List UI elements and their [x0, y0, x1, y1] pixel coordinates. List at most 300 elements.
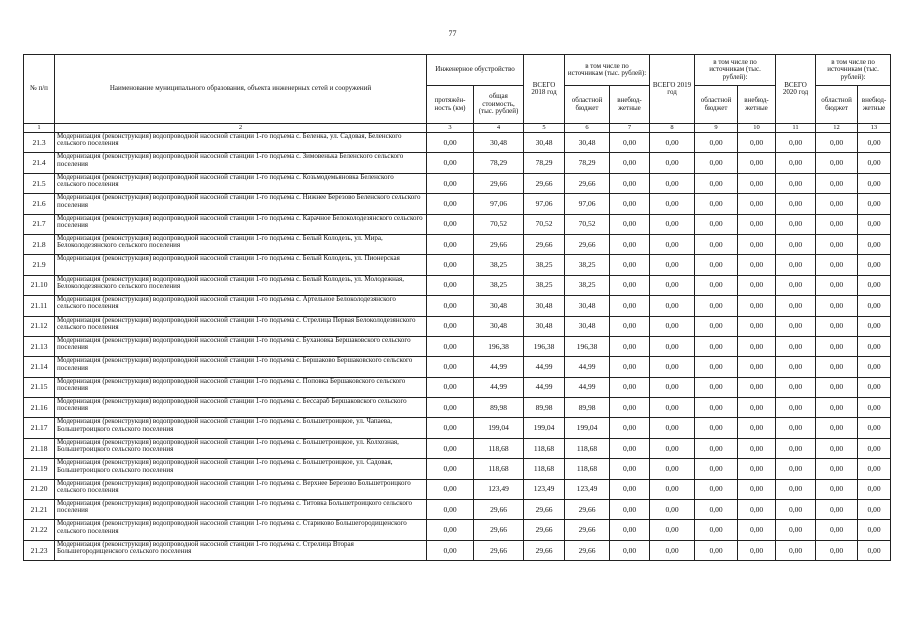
value-cell: 123,49 [565, 479, 610, 499]
header-sources-2019: в том числе по источникам (тыс. рублей): [695, 55, 776, 86]
column-number: 7 [610, 124, 650, 133]
value-cell: 0,00 [695, 377, 738, 397]
column-number: 13 [858, 124, 891, 133]
value-cell: 0,00 [650, 255, 695, 275]
value-cell: 44,99 [565, 357, 610, 377]
value-cell: 0,00 [610, 418, 650, 438]
value-cell: 196,38 [524, 336, 565, 356]
value-cell: 0,00 [427, 479, 474, 499]
value-cell: 0,00 [816, 194, 858, 214]
row-number: 21.19 [24, 459, 55, 479]
value-cell: 0,00 [650, 296, 695, 316]
value-cell: 29,66 [524, 540, 565, 560]
value-cell: 30,48 [565, 316, 610, 336]
value-cell: 29,66 [524, 173, 565, 193]
value-cell: 0,00 [695, 336, 738, 356]
value-cell: 78,29 [565, 153, 610, 173]
value-cell: 0,00 [610, 357, 650, 377]
header-infra: Инженерное обустройство [427, 55, 524, 86]
value-cell: 0,00 [650, 234, 695, 254]
column-number: 5 [524, 124, 565, 133]
column-number: 2 [55, 124, 427, 133]
value-cell: 0,00 [650, 479, 695, 499]
value-cell: 0,00 [610, 459, 650, 479]
value-cell: 0,00 [427, 438, 474, 458]
value-cell: 0,00 [858, 418, 891, 438]
table-row [24, 153, 891, 173]
value-cell: 0,00 [427, 296, 474, 316]
value-cell: 0,00 [610, 316, 650, 336]
value-cell: 0,00 [776, 296, 816, 316]
row-number: 21.10 [24, 275, 55, 295]
value-cell: 118,68 [565, 459, 610, 479]
value-cell: 0,00 [816, 255, 858, 275]
row-number: 21.13 [24, 336, 55, 356]
row-number: 21.16 [24, 398, 55, 418]
value-cell: 0,00 [738, 296, 776, 316]
value-cell: 0,00 [427, 500, 474, 520]
value-cell: 0,00 [610, 214, 650, 234]
value-cell: 0,00 [610, 275, 650, 295]
value-cell: 38,25 [474, 275, 524, 295]
value-cell: 0,00 [695, 275, 738, 295]
value-cell: 0,00 [695, 520, 738, 540]
value-cell: 0,00 [695, 418, 738, 438]
value-cell: 0,00 [695, 438, 738, 458]
table-row [24, 398, 891, 418]
value-cell: 97,06 [565, 194, 610, 214]
object-name: Модернизация (реконструкция) водопроводной насосной станции 1-го подъема с. Стрелица Первая Белоколодезянского сельского поселения [55, 316, 427, 336]
value-cell: 0,00 [738, 255, 776, 275]
value-cell: 0,00 [738, 173, 776, 193]
value-cell: 0,00 [858, 357, 891, 377]
value-cell: 0,00 [816, 296, 858, 316]
value-cell: 0,00 [738, 398, 776, 418]
value-cell: 0,00 [650, 316, 695, 336]
value-cell: 44,99 [474, 377, 524, 397]
column-numbers-row [24, 124, 891, 133]
value-cell: 0,00 [695, 479, 738, 499]
object-name: Модернизация (реконструкция) водопроводной насосной станции 1-го подъема с. Большетроицкое, ул. Чапаева, Большетроицкого сельского поселения [55, 418, 427, 438]
object-name: Модернизация (реконструкция) водопроводной насосной станции 1-го подъема с. Белый Колодезь, ул. Мира, Белоколодезянского сельского поселения [55, 234, 427, 254]
column-number: 6 [565, 124, 610, 133]
value-cell: 0,00 [695, 234, 738, 254]
value-cell: 0,00 [427, 214, 474, 234]
value-cell: 0,00 [738, 377, 776, 397]
row-number: 21.11 [24, 296, 55, 316]
value-cell: 0,00 [816, 418, 858, 438]
object-name: Модернизация (реконструкция) водопроводной насосной станции 1-го подъема с. Большетроицкое, ул. Колхозная, Большетроицкого сельского поселения [55, 438, 427, 458]
value-cell: 0,00 [858, 194, 891, 214]
value-cell: 0,00 [776, 500, 816, 520]
row-number: 21.18 [24, 438, 55, 458]
value-cell: 0,00 [858, 540, 891, 560]
value-cell: 0,00 [738, 418, 776, 438]
row-number: 21.3 [24, 133, 55, 153]
value-cell: 0,00 [816, 214, 858, 234]
value-cell: 0,00 [650, 459, 695, 479]
value-cell: 38,25 [565, 255, 610, 275]
value-cell: 0,00 [816, 377, 858, 397]
object-name: Модернизация (реконструкция) водопроводной насосной станции 1-го подъема с. Артельное Белоколодезянского сельского поселения [55, 296, 427, 316]
object-name: Модернизация (реконструкция) водопроводной насосной станции 1-го подъема с. Зимовенька Беленского сельского поселения [55, 153, 427, 173]
column-number: 3 [427, 124, 474, 133]
value-cell: 0,00 [427, 234, 474, 254]
table-row [24, 133, 891, 153]
object-name: Модернизация (реконструкция) водопроводной насосной станции 1-го подъема с. Нижнее Березово Беленского сельского поселения [55, 194, 427, 214]
value-cell: 0,00 [858, 479, 891, 499]
value-cell: 29,66 [474, 500, 524, 520]
value-cell: 0,00 [610, 500, 650, 520]
value-cell: 0,00 [776, 173, 816, 193]
value-cell: 0,00 [650, 377, 695, 397]
value-cell: 0,00 [610, 520, 650, 540]
row-number: 21.14 [24, 357, 55, 377]
table-row [24, 520, 891, 540]
value-cell: 38,25 [524, 275, 565, 295]
value-cell: 0,00 [776, 377, 816, 397]
value-cell: 0,00 [858, 398, 891, 418]
value-cell: 38,25 [565, 275, 610, 295]
row-number: 21.4 [24, 153, 55, 173]
value-cell: 0,00 [816, 398, 858, 418]
value-cell: 29,66 [565, 540, 610, 560]
value-cell: 0,00 [610, 377, 650, 397]
value-cell: 0,00 [816, 133, 858, 153]
value-cell: 30,48 [524, 316, 565, 336]
value-cell: 0,00 [816, 357, 858, 377]
object-name: Модернизация (реконструкция) водопроводной насосной станции 1-го подъема с. Стариково Большегородищенского сельского поселения [55, 520, 427, 540]
object-name: Модернизация (реконструкция) водопроводной насосной станции 1-го подъема с. Верхнее Березово Большетроицкого сельского поселения [55, 479, 427, 499]
value-cell: 0,00 [610, 173, 650, 193]
value-cell: 0,00 [695, 357, 738, 377]
value-cell: 0,00 [610, 540, 650, 560]
value-cell: 0,00 [738, 479, 776, 499]
value-cell: 0,00 [738, 234, 776, 254]
object-name: Модернизация (реконструкция) водопроводной насосной станции 1-го подъема с. Поповка Бершаковского сельского поселения [55, 377, 427, 397]
table-row [24, 194, 891, 214]
value-cell: 38,25 [474, 255, 524, 275]
value-cell: 0,00 [738, 153, 776, 173]
value-cell: 0,00 [610, 296, 650, 316]
value-cell: 0,00 [738, 438, 776, 458]
value-cell: 0,00 [610, 194, 650, 214]
value-cell: 0,00 [695, 540, 738, 560]
value-cell: 29,66 [474, 520, 524, 540]
value-cell: 0,00 [427, 194, 474, 214]
row-number: 21.6 [24, 194, 55, 214]
value-cell: 118,68 [474, 459, 524, 479]
value-cell: 0,00 [776, 438, 816, 458]
table-row [24, 479, 891, 499]
table-row [24, 418, 891, 438]
value-cell: 0,00 [858, 133, 891, 153]
row-number: 21.7 [24, 214, 55, 234]
value-cell: 0,00 [776, 357, 816, 377]
row-number: 21.23 [24, 540, 55, 560]
value-cell: 0,00 [695, 255, 738, 275]
value-cell: 0,00 [610, 398, 650, 418]
value-cell: 0,00 [427, 316, 474, 336]
value-cell: 0,00 [816, 316, 858, 336]
value-cell: 0,00 [858, 336, 891, 356]
value-cell: 89,98 [474, 398, 524, 418]
row-number: 21.21 [24, 500, 55, 520]
value-cell: 29,66 [474, 234, 524, 254]
value-cell: 0,00 [816, 153, 858, 173]
value-cell: 30,48 [524, 133, 565, 153]
object-name: Модернизация (реконструкция) водопроводной насосной станции 1-го подъема с. Козьмодемьяновка Беленского сельского поселения [55, 173, 427, 193]
value-cell: 0,00 [858, 173, 891, 193]
value-cell: 29,66 [565, 520, 610, 540]
value-cell: 29,66 [524, 520, 565, 540]
value-cell: 0,00 [610, 336, 650, 356]
column-number: 11 [776, 124, 816, 133]
value-cell: 29,66 [524, 234, 565, 254]
value-cell: 30,48 [565, 133, 610, 153]
header-name: Наименование муниципального образования, объекта инженерных сетей и сооружений [55, 55, 427, 124]
value-cell: 0,00 [816, 275, 858, 295]
header-offbudget-2020: внебюд-жетные [858, 86, 891, 124]
header-sources-2018: в том числе по источникам (тыс. рублей): [565, 55, 650, 86]
value-cell: 0,00 [427, 336, 474, 356]
value-cell: 0,00 [610, 255, 650, 275]
value-cell: 0,00 [650, 418, 695, 438]
value-cell: 0,00 [738, 214, 776, 234]
row-number: 21.15 [24, 377, 55, 397]
value-cell: 97,06 [474, 194, 524, 214]
column-number: 9 [695, 124, 738, 133]
value-cell: 0,00 [858, 500, 891, 520]
value-cell: 0,00 [738, 357, 776, 377]
value-cell: 0,00 [695, 214, 738, 234]
value-cell: 199,04 [565, 418, 610, 438]
value-cell: 70,52 [524, 214, 565, 234]
value-cell: 44,99 [565, 377, 610, 397]
value-cell: 78,29 [524, 153, 565, 173]
object-name: Модернизация (реконструкция) водопроводной насосной станции 1-го подъема с. Бершаково Бершаковского сельского поселения [55, 357, 427, 377]
table-row [24, 214, 891, 234]
value-cell: 0,00 [816, 540, 858, 560]
header-total-2018: ВСЕГО 2018 год [524, 55, 565, 124]
row-number: 21.17 [24, 418, 55, 438]
column-number: 8 [650, 124, 695, 133]
value-cell: 97,06 [524, 194, 565, 214]
header-offbudget-2018: внебюд-жетные [610, 86, 650, 124]
value-cell: 29,66 [474, 540, 524, 560]
value-cell: 0,00 [650, 173, 695, 193]
table-row [24, 438, 891, 458]
object-name: Модернизация (реконструкция) водопроводной насосной станции 1-го подъема с. Карачное Белоколодезянского сельского поселения [55, 214, 427, 234]
value-cell: 0,00 [776, 459, 816, 479]
object-name: Модернизация (реконструкция) водопроводной насосной станции 1-го подъема с. Беленка, ул. Садовая, Беленского сельского поселения [55, 133, 427, 153]
value-cell: 196,38 [474, 336, 524, 356]
value-cell: 0,00 [650, 336, 695, 356]
value-cell: 0,00 [738, 500, 776, 520]
value-cell: 0,00 [695, 153, 738, 173]
value-cell: 0,00 [816, 520, 858, 540]
value-cell: 0,00 [427, 459, 474, 479]
value-cell: 0,00 [427, 377, 474, 397]
value-cell: 0,00 [650, 540, 695, 560]
infrastructure-table [23, 54, 891, 561]
value-cell: 44,99 [474, 357, 524, 377]
table-row [24, 336, 891, 356]
value-cell: 199,04 [524, 418, 565, 438]
header-length: протяжён-ность (км) [427, 86, 474, 124]
value-cell: 30,48 [474, 296, 524, 316]
object-name: Модернизация (реконструкция) водопроводной насосной станции 1-го подъема с. Белый Колодезь, ул. Молодежная, Белоколодезянского сельского поселения [55, 275, 427, 295]
value-cell: 0,00 [738, 194, 776, 214]
value-cell: 0,00 [738, 520, 776, 540]
row-number: 21.12 [24, 316, 55, 336]
value-cell: 0,00 [427, 418, 474, 438]
column-number: 4 [474, 124, 524, 133]
column-number: 12 [816, 124, 858, 133]
header-regional-2018: областной бюджет [565, 86, 610, 124]
value-cell: 0,00 [650, 520, 695, 540]
value-cell: 0,00 [776, 194, 816, 214]
value-cell: 0,00 [650, 194, 695, 214]
row-number: 21.20 [24, 479, 55, 499]
value-cell: 0,00 [858, 296, 891, 316]
table-row [24, 173, 891, 193]
value-cell: 0,00 [610, 479, 650, 499]
value-cell: 0,00 [858, 234, 891, 254]
value-cell: 38,25 [524, 255, 565, 275]
value-cell: 0,00 [427, 540, 474, 560]
value-cell: 0,00 [427, 520, 474, 540]
column-number: 1 [24, 124, 55, 133]
value-cell: 0,00 [650, 214, 695, 234]
object-name: Модернизация (реконструкция) водопроводной насосной станции 1-го подъема с. Стрелица Вторая Большегородищенского сельского поселения [55, 540, 427, 560]
value-cell: 0,00 [650, 275, 695, 295]
value-cell: 89,98 [565, 398, 610, 418]
value-cell: 0,00 [858, 275, 891, 295]
value-cell: 0,00 [695, 316, 738, 336]
value-cell: 0,00 [776, 316, 816, 336]
value-cell: 0,00 [858, 438, 891, 458]
value-cell: 0,00 [776, 398, 816, 418]
value-cell: 30,48 [565, 296, 610, 316]
value-cell: 0,00 [427, 255, 474, 275]
value-cell: 0,00 [816, 438, 858, 458]
value-cell: 0,00 [776, 153, 816, 173]
value-cell: 199,04 [474, 418, 524, 438]
value-cell: 0,00 [738, 336, 776, 356]
table-row [24, 275, 891, 295]
table-row [24, 234, 891, 254]
value-cell: 0,00 [610, 133, 650, 153]
value-cell: 0,00 [858, 316, 891, 336]
value-cell: 0,00 [695, 398, 738, 418]
value-cell: 0,00 [427, 398, 474, 418]
header-offbudget-2019: внебюд-жетные [738, 86, 776, 124]
value-cell: 0,00 [695, 194, 738, 214]
value-cell: 0,00 [776, 275, 816, 295]
value-cell: 0,00 [738, 275, 776, 295]
value-cell: 30,48 [474, 316, 524, 336]
value-cell: 44,99 [524, 377, 565, 397]
column-number: 10 [738, 124, 776, 133]
value-cell: 0,00 [776, 336, 816, 356]
value-cell: 0,00 [695, 133, 738, 153]
value-cell: 29,66 [565, 173, 610, 193]
value-cell: 0,00 [427, 357, 474, 377]
value-cell: 0,00 [738, 540, 776, 560]
value-cell: 0,00 [858, 377, 891, 397]
value-cell: 29,66 [524, 500, 565, 520]
value-cell: 0,00 [427, 275, 474, 295]
table-row [24, 540, 891, 560]
value-cell: 0,00 [776, 234, 816, 254]
value-cell: 0,00 [776, 133, 816, 153]
value-cell: 0,00 [816, 479, 858, 499]
value-cell: 0,00 [695, 173, 738, 193]
value-cell: 0,00 [427, 173, 474, 193]
value-cell: 196,38 [565, 336, 610, 356]
value-cell: 0,00 [858, 255, 891, 275]
header-total-2020: ВСЕГО 2020 год [776, 55, 816, 124]
value-cell: 118,68 [565, 438, 610, 458]
value-cell: 89,98 [524, 398, 565, 418]
table-row [24, 296, 891, 316]
row-number: 21.8 [24, 234, 55, 254]
value-cell: 0,00 [816, 500, 858, 520]
value-cell: 70,52 [474, 214, 524, 234]
value-cell: 0,00 [610, 153, 650, 173]
value-cell: 0,00 [695, 500, 738, 520]
value-cell: 0,00 [816, 234, 858, 254]
value-cell: 0,00 [816, 459, 858, 479]
table-row [24, 316, 891, 336]
object-name: Модернизация (реконструкция) водопроводной насосной станции 1-го подъема с. Бессараб Бершаковского сельского поселения [55, 398, 427, 418]
value-cell: 29,66 [565, 234, 610, 254]
table-row [24, 255, 891, 275]
value-cell: 29,66 [565, 500, 610, 520]
value-cell: 0,00 [650, 357, 695, 377]
value-cell: 0,00 [650, 153, 695, 173]
value-cell: 0,00 [776, 418, 816, 438]
value-cell: 0,00 [650, 133, 695, 153]
value-cell: 0,00 [738, 316, 776, 336]
object-name: Модернизация (реконструкция) водопроводной насосной станции 1-го подъема с. Большетроицкое, ул. Садовая, Большетроицкого сельского поселения [55, 459, 427, 479]
value-cell: 0,00 [776, 479, 816, 499]
table-row [24, 459, 891, 479]
value-cell: 0,00 [776, 540, 816, 560]
value-cell: 123,49 [524, 479, 565, 499]
value-cell: 0,00 [610, 438, 650, 458]
value-cell: 29,66 [474, 173, 524, 193]
value-cell: 44,99 [524, 357, 565, 377]
value-cell: 0,00 [816, 336, 858, 356]
value-cell: 0,00 [858, 153, 891, 173]
value-cell: 0,00 [427, 153, 474, 173]
value-cell: 0,00 [738, 459, 776, 479]
value-cell: 0,00 [427, 133, 474, 153]
value-cell: 0,00 [858, 459, 891, 479]
value-cell: 0,00 [650, 438, 695, 458]
value-cell: 0,00 [695, 459, 738, 479]
page-number: 77 [448, 29, 457, 38]
object-name: Модернизация (реконструкция) водопроводной насосной станции 1-го подъема с. Титовка Большетроицкого сельского поселения [55, 500, 427, 520]
value-cell: 0,00 [816, 173, 858, 193]
table-row [24, 500, 891, 520]
row-number: 21.9 [24, 255, 55, 275]
table-row [24, 357, 891, 377]
value-cell: 0,00 [776, 255, 816, 275]
header-regional-2020: областной бюджет [816, 86, 858, 124]
